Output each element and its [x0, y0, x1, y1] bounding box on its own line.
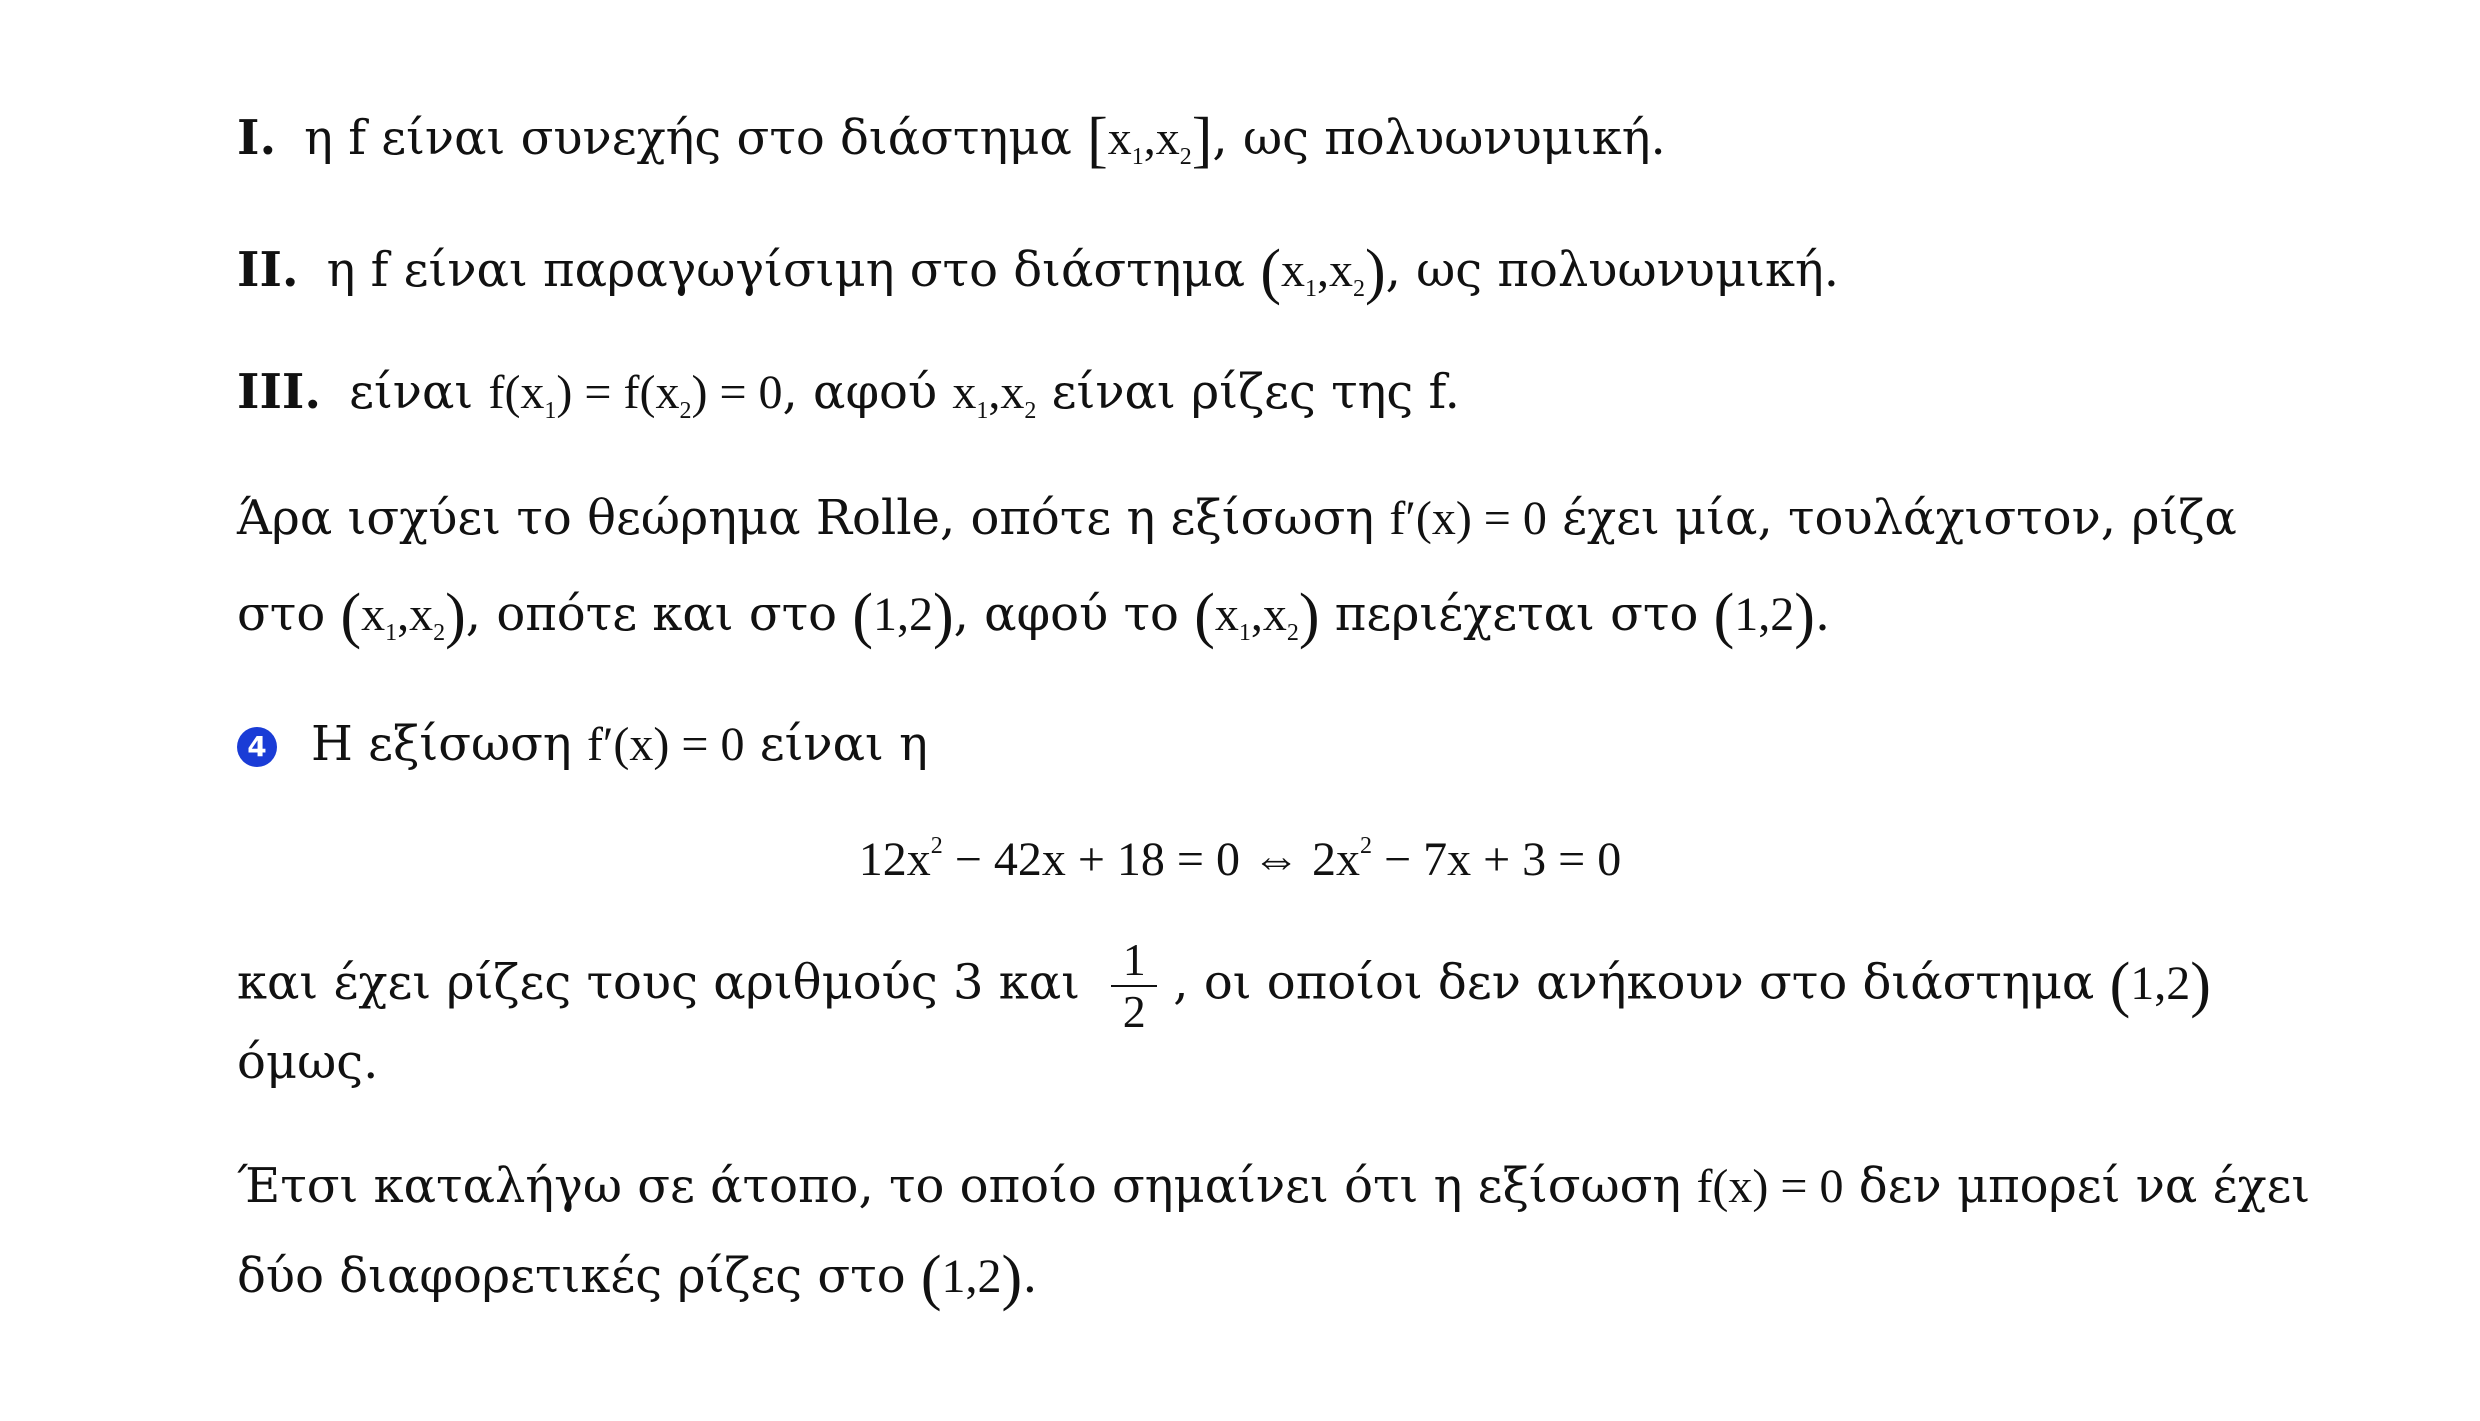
fraction-one-half: [1111, 935, 1157, 1037]
conclusion-prefix: Έτσι καταλήγω σε άτοπο, το οποίο σημαίνει ότι η εξίσωση: [237, 1158, 1682, 1214]
rolle-interval-12-2: (1,2): [1713, 582, 1815, 650]
fraction-denominator: 2: [1122, 986, 1146, 1037]
roots-prefix: και έχει ρίζες τους αριθμούς 3 και: [237, 954, 1081, 1011]
step-4-suffix: είναι η: [759, 716, 928, 772]
conclusion-interval: (1,2): [920, 1244, 1023, 1312]
item-ii-text: η f είναι παραγωγίσιμη στο διάστημα: [326, 242, 1246, 298]
item-iii-text: είναι: [349, 364, 474, 420]
item-ii: [237, 240, 1839, 319]
conclusion-line-2: [237, 1244, 1038, 1312]
roots-interval: (1,2): [2109, 950, 2211, 1019]
roots-suffix: , οι οποίοι δεν ανήκουν στο διάστημα: [1173, 954, 2095, 1011]
step-4-equation: f′(x) = 0: [586, 718, 745, 771]
rolle-line-1-prefix: Άρα ισχύει το θεώρημα Rolle, οπότε η εξίσωση: [237, 490, 1375, 546]
step-number-badge: 4: [237, 727, 277, 767]
rolle-line-1: [237, 488, 2237, 549]
item-i-interval: $[x_1,x_2]$: [1087, 106, 1213, 174]
item-i-suffix: , ως πολυωνυμική.: [1212, 110, 1666, 166]
fraction-numerator: 1: [1122, 934, 1146, 985]
display-equation-text: $12x^2 - 42x + 18 = 0$ ⇔ $2x^2 - 7x + 3 = 0$: [858, 833, 1622, 886]
rolle-line-2-e: , αφού το: [953, 586, 1179, 642]
rolle-line-2: [237, 584, 1830, 663]
item-iii-label: III.: [237, 364, 322, 420]
conclusion-line-1: [237, 1156, 2310, 1217]
rolle-line-2-g: περιέχεται στο: [1334, 586, 1699, 642]
display-equation: [0, 816, 2480, 890]
step-4-prefix: Η εξίσωση: [311, 716, 572, 772]
rolle-equation: f′(x) = 0: [1389, 492, 1547, 545]
rolle-interval-12: (1,2): [852, 582, 954, 650]
roots-tail-text: όμως.: [237, 1034, 379, 1090]
rolle-line-2-a: στο: [237, 586, 326, 642]
conclusion-line-2-suffix: .: [1022, 1248, 1038, 1304]
rolle-interval-x-2: $(x_1,x_2)$: [1194, 582, 1320, 650]
conclusion-suffix: δεν μπορεί να έχει: [1858, 1158, 2311, 1214]
roots-line: [237, 935, 2211, 1037]
item-iii-roots: $x_1,x_2$: [952, 366, 1037, 424]
item-iii-suffix: είναι ρίζες της f.: [1051, 364, 1460, 420]
item-i-label: I.: [237, 110, 277, 166]
rolle-line-2-c: , οπότε και στο: [465, 586, 838, 642]
item-i: [237, 108, 1666, 187]
item-ii-interval: $(x_1,x_2)$: [1260, 238, 1386, 306]
item-ii-label: II.: [237, 242, 299, 298]
item-ii-suffix: , ως πολυωνυμική.: [1385, 242, 1839, 298]
item-i-text: η f είναι συνεχής στο διάστημα: [304, 110, 1072, 166]
item-iii: [237, 362, 1460, 441]
conclusion-line-2-prefix: δύο διαφορετικές ρίζες στο: [237, 1248, 906, 1304]
rolle-interval-x: $(x_1,x_2)$: [340, 582, 466, 650]
rolle-line-2-i: .: [1814, 586, 1831, 642]
step-4-line: [237, 714, 928, 775]
rolle-line-1-suffix: έχει μία, τουλάχιστον, ρίζα: [1562, 490, 2237, 546]
item-iii-middle: , αφού: [782, 364, 938, 420]
item-iii-equation: $f(x_1) = f(x_2) = 0$: [488, 366, 783, 424]
conclusion-equation: f(x) = 0: [1696, 1160, 1844, 1213]
roots-tail: [237, 1032, 378, 1092]
